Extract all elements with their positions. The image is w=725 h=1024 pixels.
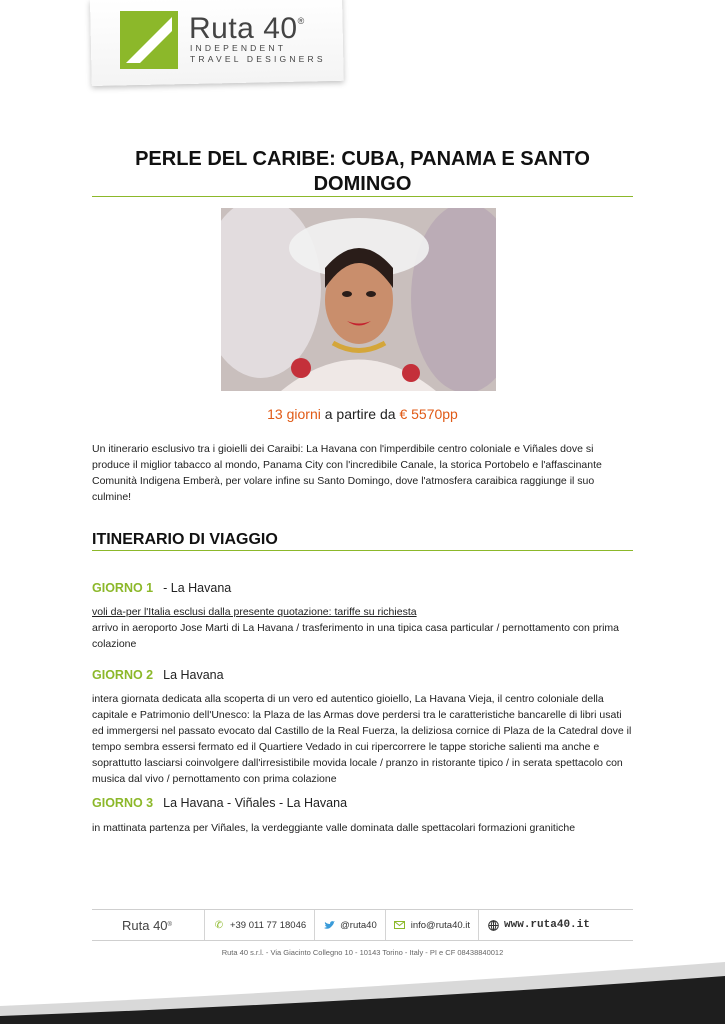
mail-icon	[394, 920, 406, 930]
hero-photo	[221, 208, 496, 391]
price-line	[92, 406, 633, 422]
day-2-place: La Havana	[163, 668, 224, 682]
globe-icon	[487, 920, 499, 930]
logo-tagline: INDEPENDENT TRAVEL DESIGNERS	[190, 43, 326, 64]
hero-illustration	[221, 208, 496, 391]
price-connector: a partire da	[320, 406, 400, 422]
day-3-heading	[92, 796, 347, 810]
itinerary-divider	[92, 550, 633, 551]
footer-phone[interactable]: ✆ +39 011 77 18046	[205, 910, 315, 940]
day-2-label: GIORNO 2	[92, 668, 154, 682]
itinerary-heading: ITINERARIO DI VIAGGIO	[92, 531, 278, 548]
day-1-label: GIORNO 1	[92, 581, 154, 595]
footer-website[interactable]: www.ruta40.it	[479, 910, 598, 940]
phone-icon: ✆	[214, 919, 224, 931]
footer-twitter[interactable]: @ruta40	[315, 910, 386, 940]
day-2-heading	[92, 668, 224, 682]
day-1-place: - La Havana	[163, 581, 232, 595]
footer-email[interactable]: info@ruta40.it	[386, 910, 479, 940]
day-1-text: arrivo in aeroporto Jose Marti di La Havana / trasferimento in una tipica casa particular / pernottamento con prima colazione	[92, 622, 620, 650]
day-1-body	[92, 604, 633, 652]
title-divider	[92, 196, 633, 197]
price-amount: € 5570pp	[399, 406, 458, 422]
day-3-place: La Havana - Viñales - La Havana	[163, 796, 348, 810]
day-3-label: GIORNO 3	[92, 796, 154, 810]
footer-brand: Ruta 40 ®	[92, 910, 205, 940]
intro-paragraph: Un itinerario esclusivo tra i gioielli dei Caraibi: La Havana con l'imperdibile centro coloniale e Viñales dove si produce il miglior tabacco al mondo, Panama City con l'incredibile Canale, la storica Portobelo e l'affascinante Comunità Indigena Emberà, per volare infine su Santo Domingo, dove l'atmosfera caraibica raggiunge il suo culmine!	[92, 443, 602, 503]
twitter-icon	[323, 920, 335, 930]
logo-name: Ruta 40®	[189, 12, 305, 45]
ruta40-logo-icon	[120, 11, 178, 69]
day-1-note: voli da-per l'Italia esclusi dalla presente quotazione: tariffe su richiesta	[92, 606, 417, 618]
page-title: PERLE DEL CARIBE: CUBA, PANAMA E SANTO DOMINGO	[135, 148, 590, 195]
footer-contact-bar	[92, 909, 633, 941]
footer-legal-info: Ruta 40 s.r.l. - Via Giacinto Collegno 10 - 10143 Torino - Italy - PI e CF 08438840012	[221, 948, 504, 957]
footer-swoosh-decoration	[0, 950, 725, 1024]
day-3-text: in mattinata partenza per Viñales, la verdeggiante valle dominata dalle spettacolari formazioni granitiche	[92, 822, 576, 834]
day-1-heading	[92, 581, 231, 595]
duration-days: 13 giorni	[267, 406, 321, 422]
day-2-text: intera giornata dedicata alla scoperta di un vero ed autentico gioiello, La Havana Vieja, il centro coloniale della capitale e Patrimonio dell'Unesco: la Plaza de las Armas dove perdersi tra le caratteristiche bancarelle di libri usati ed immergersi nel passato evocato dal Castillo de la Real Fuerza, la deliziosa cornice di Plaza de la Catedral dove il tempo sembra essersi fermato ed il Quartiere Vedado in cui ripercorrere le tappe storiche salienti ma anche e soprattutto lasciarsi coinvolgere dall'irresistibile movida locale / pranzo in ristorante tipico / in serata spettacolo con musica dal vivo / pernottamento con prima colazione	[92, 693, 632, 785]
